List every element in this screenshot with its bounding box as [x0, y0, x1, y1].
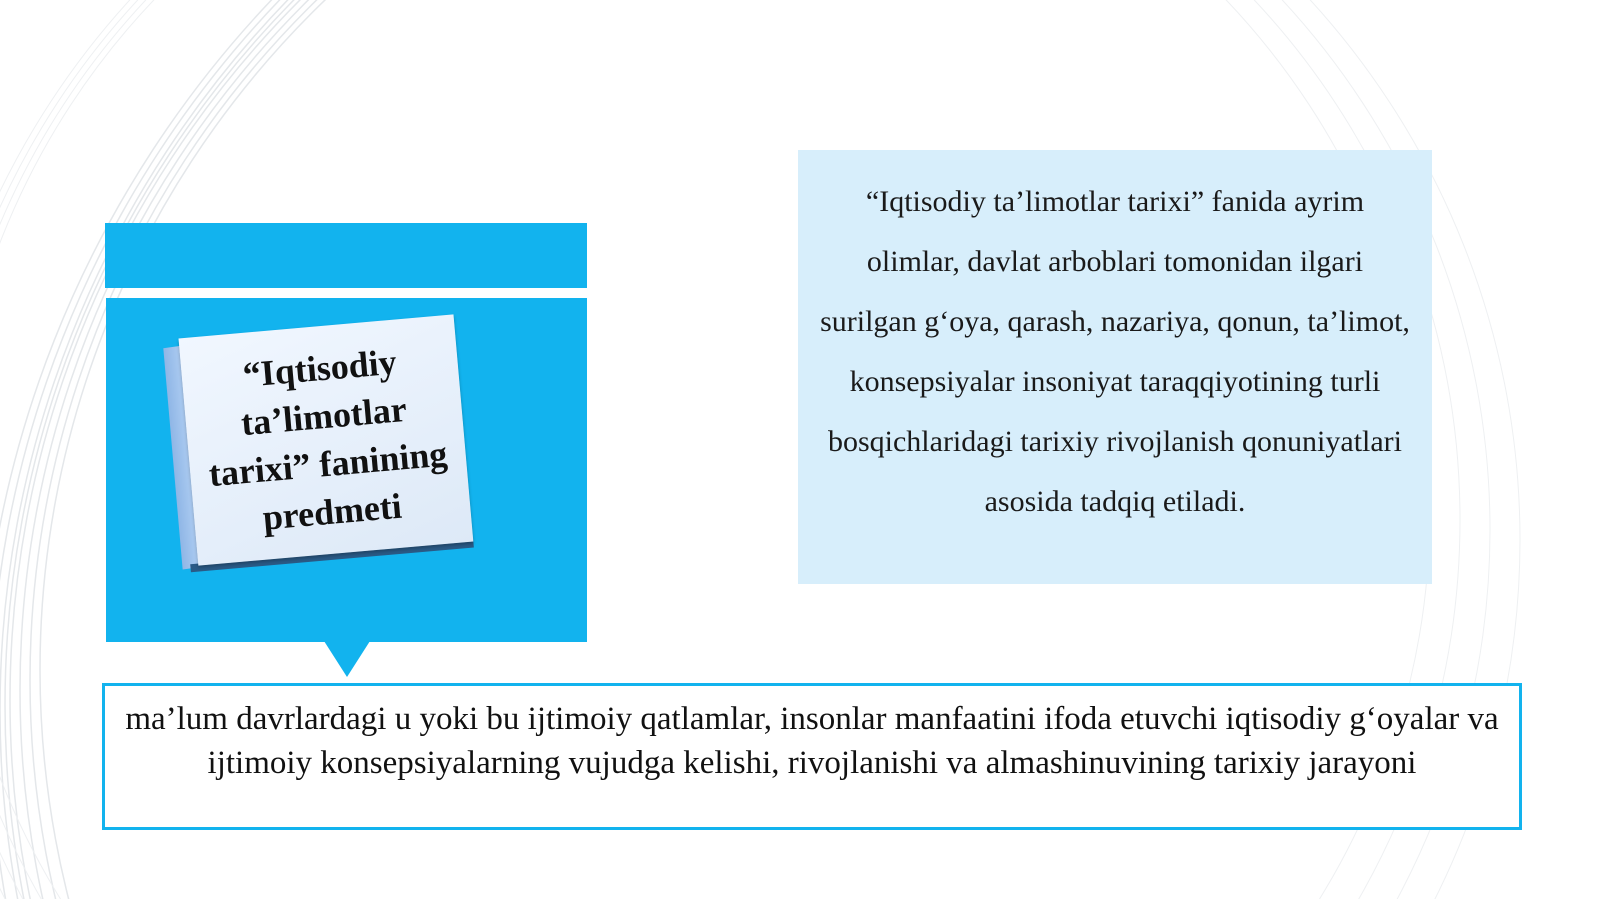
header-bar	[105, 223, 587, 288]
title-card	[179, 314, 474, 567]
panel-pointer	[324, 641, 370, 677]
definition-box	[102, 683, 1522, 830]
card-face	[179, 314, 474, 565]
info-text: “Iqtisodiy ta’limotlar tarixi” fanida ayrim olimlar, davlat arboblari tomonidan ilgari surilgan g‘oya, qarash, nazariya, qonun, ta’limot, konsepsiyalar insoniyat taraqqiyotining turli bosqichlaridagi tarixiy rivojlanish qonuniyatlari asosida tadqiq etiladi.	[820, 185, 1410, 518]
card-title: “Iqtisodiy ta’limotlar tarixi” fanining predmeti	[207, 341, 449, 538]
definition-text: ma’lum davrlardagi u yoki bu ijtimoiy qatlamlar, insonlar manfaatini ifoda etuvchi iqtisodiy g‘oyalar va ijtimoiy konsepsiyalarning vujudga kelishi, rivojlanishi va almashinuvining tarixiy jarayoni	[125, 701, 1499, 781]
info-box	[798, 150, 1432, 584]
